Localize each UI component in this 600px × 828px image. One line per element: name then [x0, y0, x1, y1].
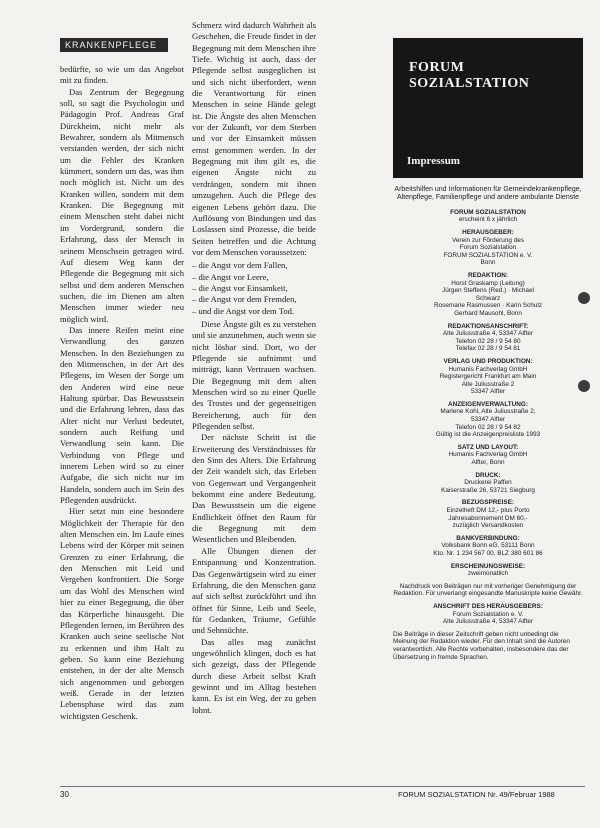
article-paragraph: bedürfte, so wie um das Angebot mit zu finden. — [60, 64, 184, 86]
fear-list — [192, 260, 316, 317]
article-paragraph: Diese Ängste gilt es zu verstehen und sie anzunehmen, auch wenn sie nicht lösbar sind. Dort, wo der Pflegende sie aufnimmt und mitträgt, kann Vertrauen wachsen. Die Begegnung mit dem alten Menschen wird so zu einer Quelle des Trostes und der gegenseitigen Bereicherung, auch für den Pflegenden selbst. — [192, 318, 316, 432]
impressum-section-line: Rosemarie Rasmussen · Karin Schulz — [434, 302, 542, 310]
impressum-section — [393, 444, 583, 467]
impressum-section-line: zuzüglich Versandkosten — [452, 522, 524, 530]
impressum-section-heading: VERLAG UND PRODUKTION: — [443, 357, 533, 365]
impressum-section-heading: FORUM SOZIALSTATION — [450, 208, 526, 216]
magazine-title-line2: SOZIALSTATION — [409, 76, 530, 91]
impressum-section — [393, 229, 583, 267]
impressum-section-line: Humanis Fachverlag GmbH — [448, 365, 528, 373]
list-item: – die Angst vor dem Fallen, — [192, 260, 316, 271]
impressum-section-heading: ERSCHEINUNGSWEISE: — [450, 562, 526, 570]
impressum-section-line: Kaiserstraße 26, 53721 Siegburg — [441, 486, 535, 494]
impressum-section — [393, 472, 583, 495]
impressum-section-line: Marlene Kohl, Alte Juliusstraße 2, — [440, 408, 536, 416]
impressum-section-line: Gültig ist die Anzeigenpreisliste 1993 — [435, 431, 541, 439]
footer-rule — [60, 786, 585, 787]
article-paragraph: Das Zentrum der Begegnung soll, so sagt die Psychologin und Pädagogin Prof. Andreas Graf Dürckheim, nicht mehr als Bewahrer, sondern als Mitmensch verstanden werden, der sich nicht um die Fehler des Kranken kümmert, sondern um das, was ihm noch möglich ist. Nicht um des Kranken willen, sondern mit dem Kranken. Die Begegnung mit einem Menschen steht dabei nicht im Vordergrund, sondern die Erfahrung, dass der Mensch in seinem Menschsein getragen wird. Auf diesem Weg kann der Pflegende die Begegnung mit sich selbst und dem anderen Menschen suchen, die im Dienen am alten Menschen immer wieder neu möglich wird. — [60, 86, 184, 324]
list-item: – die Angst vor dem Fremden, — [192, 294, 316, 305]
impressum-section-line: Alte Juliusstraße 2 — [461, 380, 515, 388]
impressum-section-heading: SATZ UND LAYOUT: — [457, 443, 519, 451]
impressum-section-line: Alfter, Bonn — [471, 459, 505, 467]
impressum-intro: Arbeitshilfen und Informationen für Gemeindekrankenpflege, Altenpflege, Familienpflege und andere ambulante Dienste — [394, 186, 582, 202]
magazine-title — [409, 60, 529, 92]
article-paragraph: Schmerz wird dadurch Wahrheit als Geschehen, die Freude findet in der Begegnung mit dem Menschen ihre Tiefe. Wichtig ist auch, dass der Pflegende selbst ausgeglichen ist und sich nicht überfordert, wenn die Verantwortung für einen Menschen in seine Hände gelegt ist. Die Ängste des alten Menschen vor der Zukunft, vor dem Sterben und vor der Einsamkeit müssen ernst genommen werden. In der Begegnung mit ihm gilt es, die eigenen Ängste nicht zu verdrängen, sondern mit ihnen umzugehen. Auch die Pflege des eigenen Lebens gehört dazu. Die Auflösung von Bindungen und das Loslassen sind Prozesse, die beide Seiten betreffen und die Achtung vor dem Menschen voraussetzen: — [192, 20, 316, 257]
impressum-section-line: Humanis Fachverlag GmbH — [448, 451, 528, 459]
address-line: Alte Juliusstraße 4, 53347 Alfter — [442, 618, 534, 626]
impressum-section-line: Telefax 02 28 / 9 54 81 — [455, 345, 521, 353]
margin-tab-mark — [578, 292, 590, 304]
forum-logo-box — [393, 38, 583, 178]
impressum-section-heading: BEZUGSPREISE: — [461, 499, 515, 507]
impressum-section — [393, 358, 583, 396]
footer-issue: FORUM SOZIALSTATION Nr. 49/Februar 1988 — [398, 790, 555, 799]
impressum-section-line: 53347 Alfter — [470, 416, 506, 424]
impressum-section-line: Gerhard Mausohl, Bonn — [454, 309, 522, 317]
address-line: Forum Sozialstation e. V. — [452, 610, 524, 618]
magazine-title-line1: FORUM — [409, 60, 465, 75]
impressum-heading: Impressum — [407, 155, 460, 167]
impressum-section-line: zweimonatlich — [467, 570, 509, 578]
section-header: KRANKENPFLEGE IM ALTER — [60, 38, 168, 52]
impressum-body — [393, 186, 583, 661]
article-paragraph: Hier setzt nun eine besondere Möglichkeit der Therapie für den alten Menschen ein. Im Laufe eines Lebens wird der Körper mit seinen Grenzen zu einer Erfahrung, die den Menschen mit Leid und Vergehen konfrontiert. Die Sorge um das Wohl des Menschen wird hier zu einer Begegnung, die über das Körperliche hinausgeht. Die Pflegenden lernen, im Berühren des Kranken auch seine seelische Not zu erkennen und ihm Halt zu geben. So kann eine Beziehung entstehen, in der der alte Mensch sich angenommen und geborgen weiß. Gerade in der letzten Lebensphase wird das zum wichtigsten Geschenk. — [60, 506, 184, 721]
impressum-section-line: erscheint 6 x jährlich — [458, 216, 518, 224]
impressum-section-line: Kto. Nr. 1 234 567 00, BLZ 380 601 86 — [433, 549, 543, 557]
article-column-1 — [60, 64, 184, 722]
impressum-sections — [393, 209, 583, 578]
impressum-section-line: Volksbank Bonn eG, 53111 Bonn — [441, 542, 535, 550]
impressum-section — [393, 535, 583, 558]
impressum-sidebar — [393, 18, 583, 808]
impressum-section-line: 53347 Alfter — [470, 388, 506, 396]
impressum-section-line: Forum Sozialstation — [459, 244, 517, 252]
article-paragraph: Das alles mag zunächst ungewöhnlich klingen, doch es hat sich gezeigt, dass der Pflegende durch diese Arbeit selbst Kraft gewinnt und im Alltag bestehen kann. Es ist ein Weg, der zu gehen lohnt. — [192, 636, 316, 715]
impressum-section-line: Verein zur Förderung des — [451, 236, 525, 244]
article-paragraph: Das innere Reifen meint eine Verwandlung des ganzen Menschen. In den Beziehungen zu den Mitmenschen, in der Art des Pflegens, im Wesen der Sorge um den Anderen wird eine neue Haltung spürbar. Das Bewusstsein und die Erfahrung lehren, dass das Alter nicht nur Verlust bedeutet, sondern auch Reifung und Verwandlung sein kann. Die Verbindung von Pflege und innerem Leben wird so zu einer Aufgabe, die sich nicht nur im Handeln, sondern auch im Sein des Pflegenden ausdrückt. — [60, 324, 184, 506]
margin-tab-mark — [578, 380, 590, 392]
impressum-section-heading: HERAUSGEBER: — [462, 229, 514, 236]
impressum-section-heading: ANZEIGENVERWALTUNG: — [447, 400, 528, 408]
impressum-section-line: Registergericht Frankfurt am Main — [439, 373, 537, 381]
impressum-section-heading: DRUCK: — [475, 471, 501, 479]
impressum-section — [393, 499, 583, 529]
impressum-section — [393, 401, 583, 439]
impressum-section-line: Einzelheft DM 12,- plus Porto — [446, 507, 530, 514]
impressum-section-line: Jahresabonnement DM 60,- — [448, 514, 528, 522]
impressum-section — [393, 272, 583, 318]
impressum-section — [393, 563, 583, 578]
impressum-section-line: FORUM SOZIALSTATION e. V. — [443, 251, 533, 259]
impressum-section-heading: REDAKTIONSANSCHRIFT: — [447, 322, 529, 330]
impressum-address — [393, 603, 583, 626]
article-column-2 — [192, 20, 316, 716]
impressum-section-line: Jürgen Steffens (Red.) · Michael — [442, 287, 534, 295]
address-heading: ANSCHRIFT DES HERAUSGEBERS: — [433, 602, 543, 610]
impressum-section — [393, 323, 583, 353]
impressum-section-heading: BANKVERBINDUNG: — [456, 534, 520, 542]
list-item: – und die Angst vor dem Tod. — [192, 306, 316, 317]
impressum-section-heading: REDAKTION: — [467, 271, 509, 279]
article-paragraph: Der nächste Schritt ist die Erweiterung des Verständnisses für den Sinn des Alters. Die Erfahrung der Zeit wandelt sich, das Erleben von Gegenwart und Vergangenheit bekommt eine andere Bedeutung. Das Bewusstsein um die eigene Endlichkeit öffnet den Raum für die Begegnung mit dem Wesentlichen und Bleibenden. — [192, 432, 316, 545]
article-paragraph: Alle Übungen dienen der Entspannung und Konzentration. Das Gegenwärtigsein wird zu einer Erfahrung, die den Menschen ganz auf sich selbst zurückführt und ihn öffnet für Sinne, Leib und Seele, für Gedanken, Träume, Gefühle und Sehnsüchte. — [192, 545, 316, 636]
impressum-note: Nachdruck von Beiträgen nur mit vorheriger Genehmigung der Redaktion. Für unverlangt eingesandte Manuskripte keine Gewähr. — [393, 582, 583, 598]
impressum-section-line: Schwarz — [475, 294, 501, 302]
impressum-section-line: Alte Juliusstraße 4, 53347 Alfter — [442, 330, 534, 338]
impressum-section — [393, 209, 583, 224]
list-item: – die Angst vor Einsamkeit, — [192, 283, 316, 294]
impressum-section-line: Druckerei Paffen — [464, 479, 512, 487]
impressum-section-line: Telefon 02 28 / 9 54 82 — [455, 423, 521, 431]
list-item: – die Angst vor Leere, — [192, 272, 316, 283]
impressum-section-line: Horst Graskamp (Leitung) — [451, 279, 525, 287]
impressum-section-line: Telefon 02 28 / 9 54 80 — [455, 337, 521, 345]
impressum-footnote: Die Beiträge in dieser Zeitschrift geben nicht unbedingt die Meinung der Redaktion wieder. Für den Inhalt sind die Autoren verantwortlich. Alle Rechte vorbehalten, insbesondere das der Übersetzung in fremde Sprachen. — [393, 630, 570, 661]
impressum-section-line: Bonn — [480, 259, 496, 267]
page-number: 30 — [60, 790, 69, 799]
